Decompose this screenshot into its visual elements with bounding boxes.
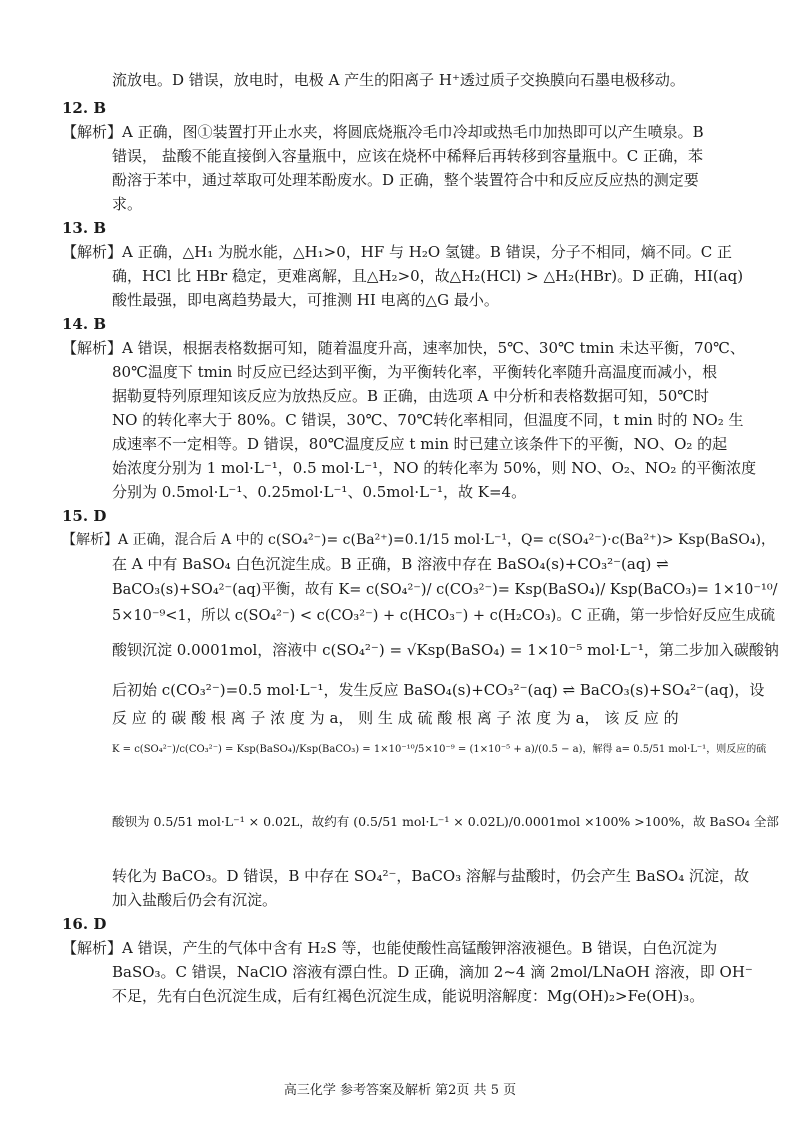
text-line: 酸性最强，即电离趋势最大，可推测 HI 电离的△G 最小。 [112,291,499,309]
text-line: 不足，先有白色沉淀生成，后有红褐色沉淀生成，能说明溶解度：Mg(OH)₂>Fe(OH)₃。 [112,987,705,1005]
equilibrium-equation: K = c(SO₄²⁻)/c(CO₃²⁻) = Ksp(BaSO₄)/Ksp(BaCO₃) = 1×10⁻¹⁰/5×10⁻⁹ = (1×10⁻⁵ + a)/(0.5 − a)，解得 a= 0.5/51 mol·L⁻¹，则反应的硫 [112,744,767,755]
text-line: 酚溶于苯中，通过萃取可处理苯酚废水。D 正确，整个装置符合中和反应反应热的测定要 [112,171,699,189]
text-line: 酸钡沉淀 0.0001mol，溶液中 c(SO₄²⁻) = √Ksp(BaSO₄) = 1×10⁻⁵ mol·L⁻¹，第二步加入碳酸钠 [112,641,779,659]
text-line: BaSO₃。C 错误，NaClO 溶液有漂白性。D 正确，滴加 2~4 滴 2mol/LNaOH 溶液，即 OH⁻ [112,963,753,981]
text-line: 错误， 盐酸不能直接倒入容量瓶中，应该在烧杯中稀释后再转移到容量瓶中。C 正确，苯 [112,147,704,165]
text-line: 转化为 BaCO₃。D 错误，B 中存在 SO₄²⁻，BaCO₃ 溶解与盐酸时，仍会产生 BaSO₄ 沉淀，故 [112,867,750,885]
question-number: 14. B [62,315,106,333]
question-number: 15. D [62,507,107,525]
text-line: 分别为 0.5mol·L⁻¹、0.25mol·L⁻¹、0.5mol·L⁻¹，故 K=4。 [112,483,527,501]
text-line: 求。 [112,195,143,213]
text-line: 成速率不一定相等。D 错误，80℃温度反应 t min 时已建立该条件下的平衡，NO、O₂ 的起 [112,435,728,453]
text-line: 在 A 中有 BaSO₄ 白色沉淀生成。B 正确，B 溶液中存在 BaSO₄(s)+CO₃²⁻(aq) ⇌ [112,555,669,573]
text-line: 加入盐酸后仍会有沉淀。 [112,891,278,909]
question-number: 12. B [62,99,106,117]
analysis-line: 【解析】A 错误，产生的气体中含有 H₂S 等，也能使酸性高锰酸钾溶液褪色。B 错误，白色沉淀为 [62,939,718,957]
analysis-line: 【解析】A 错误，根据表格数据可知，随着温度升高，速率加快，5℃、30℃ tmin 未达平衡，70℃、 [62,339,745,357]
text-line: NO 的转化率大于 80%。C 错误，30℃、70℃转化率相同，但温度不同，t min 时的 NO₂ 生 [112,411,744,429]
analysis-line: 【解析】A 正确，混合后 A 中的 c(SO₄²⁻)= c(Ba²⁺)=0.1/15 mol·L⁻¹，Q= c(SO₄²⁻)·c(Ba²⁺)> Ksp(BaSO₄)， [62,532,775,548]
analysis-line: 【解析】A 正确，△H₁ 为脱水能，△H₁>0，HF 与 H₂O 氢键。B 错误，分子不相同，熵不同。C 正 [62,243,732,261]
percentage-equation: 酸钡为 0.5/51 mol·L⁻¹ × 0.02L，故约有 (0.5/51 mol·L⁻¹ × 0.02L)/0.0001mol ×100% >100%，故 BaSO₄ 全部 [112,814,779,829]
question-number: 13. B [62,219,106,237]
question-number: 16. D [62,915,107,933]
text-line: 反 应 的 碳 酸 根 离 子 浓 度 为 a， 则 生 成 硫 酸 根 离 子 浓 度 为 a， 该 反 应 的 [112,709,679,727]
text-line: 80℃温度下 tmin 时反应已经达到平衡，为平衡转化率，平衡转化率随升高温度而减小，根 [112,363,718,381]
page-footer: 高三化学 参考答案及解析 第2页 共 5 页 [283,1083,517,1098]
text-line: 确，HCl 比 HBr 稳定，更难离解，且△H₂>0，故△H₂(HCl) > △H₂(HBr)。D 正确，HI(aq) [112,267,744,285]
text-line: 后初始 c(CO₃²⁻)=0.5 mol·L⁻¹，发生反应 BaSO₄(s)+CO₃²⁻(aq) ⇌ BaCO₃(s)+SO₄²⁻(aq)，设 [112,681,765,699]
text-line: 始浓度分别为 1 mol·L⁻¹，0.5 mol·L⁻¹，NO 的转化率为 50%，则 NO、O₂、NO₂ 的平衡浓度 [112,459,757,477]
text-line: 5×10⁻⁹<1，所以 c(SO₄²⁻) < c(CO₃²⁻) + c(HCO₃⁻) + c(H₂CO₃)。C 正确，第一步恰好反应生成硫 [112,608,776,624]
text-line: 流放电。D 错误，放电时，电极 A 产生的阳离子 H⁺透过质子交换膜向石墨电极移动。 [112,71,685,89]
text-line: BaCO₃(s)+SO₄²⁻(aq)平衡，故有 K= c(SO₄²⁻)/ c(CO₃²⁻)= Ksp(BaSO₄)/ Ksp(BaCO₃)= 1×10⁻¹⁰/ [112,582,778,598]
analysis-line: 【解析】A 正确，图①装置打开止水夹，将圆底烧瓶冷毛巾冷却或热毛巾加热即可以产生喷泉。B [62,123,704,141]
text-line: 据勒夏特列原理知该反应为放热反应。B 正确，由选项 A 中分析和表格数据可知，50℃时 [112,387,710,405]
